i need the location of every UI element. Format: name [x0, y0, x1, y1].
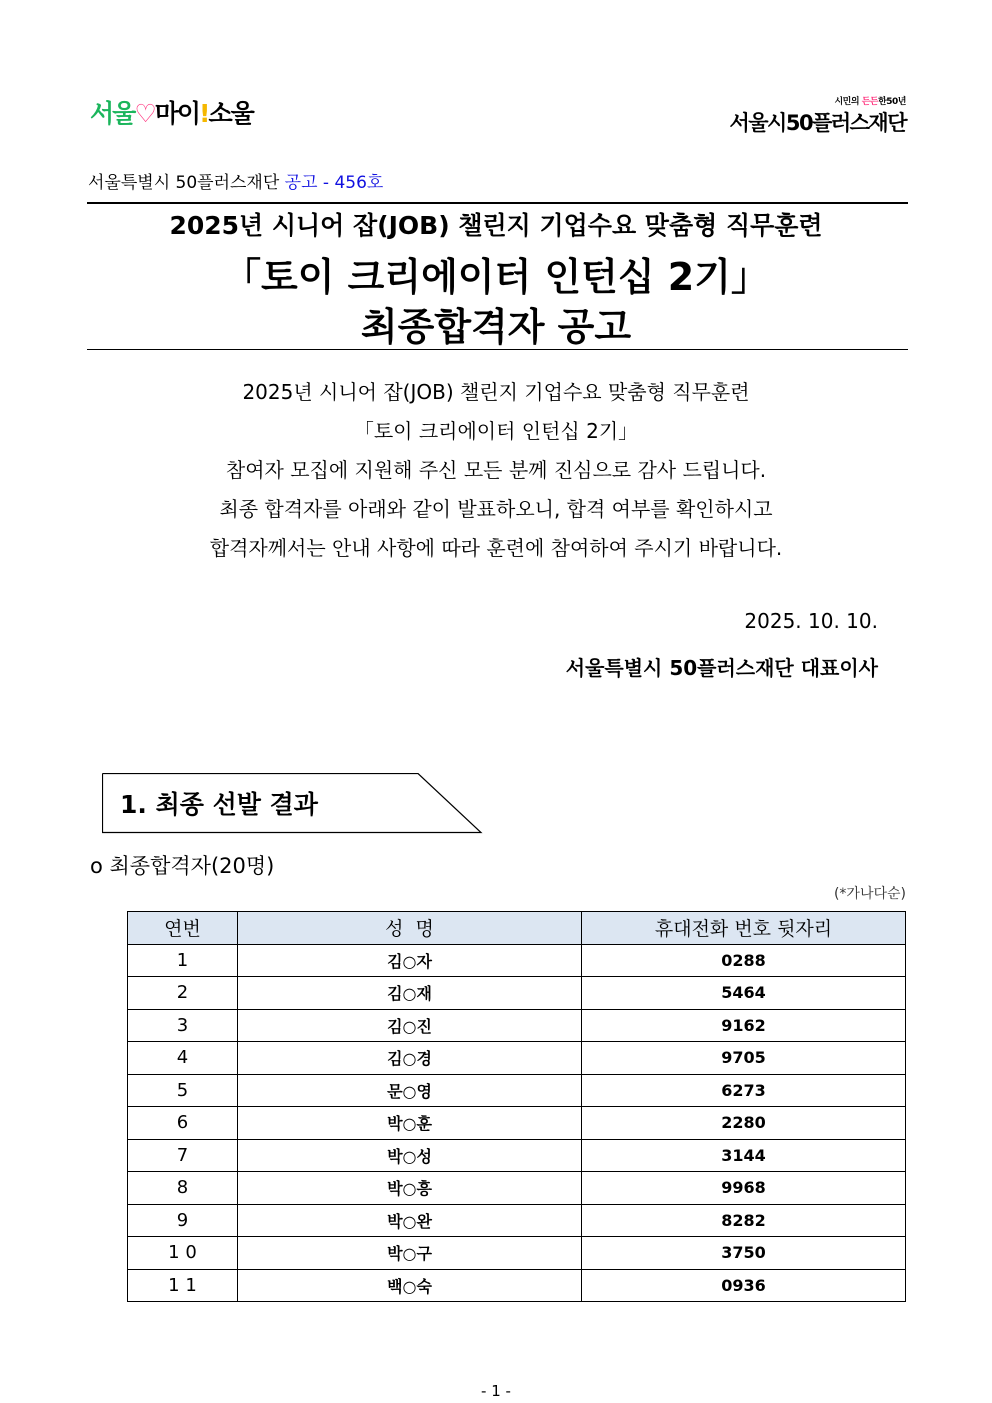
row-name: 박○구 — [238, 1237, 582, 1270]
row-number: 2 — [128, 977, 238, 1010]
row-phone: 0288 — [582, 944, 906, 977]
table-row — [128, 1009, 906, 1042]
row-phone: 6273 — [582, 1074, 906, 1107]
signature: 서울특별시 50플러스재단 대표이사 — [565, 656, 878, 680]
title-line-1: 2025년 시니어 잡(JOB) 챌린지 기업수요 맞춤형 직무훈련 — [169, 211, 823, 240]
row-number: 1 — [128, 944, 238, 977]
logo-sub: 든든 — [861, 97, 879, 107]
table-row — [128, 1139, 906, 1172]
row-name: 박○훈 — [238, 1107, 582, 1140]
table-row — [128, 1204, 906, 1237]
row-number: 6 — [128, 1107, 238, 1140]
row-name: 백○숙 — [238, 1269, 582, 1302]
header-no: 연번 — [128, 912, 238, 945]
row-name: 김○자 — [238, 944, 582, 977]
announcement-body — [0, 373, 992, 568]
table-row — [128, 1269, 906, 1302]
row-number: 3 — [128, 1009, 238, 1042]
logo-part: 마이 — [154, 99, 200, 128]
seoul-my-soul-logo — [90, 94, 253, 130]
row-phone: 8282 — [582, 1204, 906, 1237]
row-number: 9 — [128, 1204, 238, 1237]
row-number: 1 1 — [128, 1269, 238, 1302]
body-line: 2025년 시니어 잡(JOB) 챌린지 기업수요 맞춤형 직무훈련 — [242, 380, 750, 404]
table-row — [128, 944, 906, 977]
row-phone: 9162 — [582, 1009, 906, 1042]
title-line-2: 「토이 크리에이터 인턴십 2기」 — [223, 255, 769, 299]
row-name: 김○경 — [238, 1042, 582, 1075]
row-phone: 3144 — [582, 1139, 906, 1172]
row-name: 박○성 — [238, 1139, 582, 1172]
foundation-logo — [729, 94, 906, 137]
row-number: 1 0 — [128, 1237, 238, 1270]
body-line: 「토이 크리에이터 인턴십 2기」 — [353, 419, 639, 443]
row-name: 김○진 — [238, 1009, 582, 1042]
row-number: 4 — [128, 1042, 238, 1075]
logo-main: 서울시50플러스재단 — [729, 111, 906, 135]
section-heading-box — [102, 773, 482, 833]
row-phone: 2280 — [582, 1107, 906, 1140]
table-header — [128, 912, 906, 945]
row-name: 문○영 — [238, 1074, 582, 1107]
table-row — [128, 1074, 906, 1107]
title-line-3: 최종합격자 공고 — [360, 305, 632, 349]
row-number: 7 — [128, 1139, 238, 1172]
table-row — [128, 977, 906, 1010]
body-line: 참여자 모집에 지원해 주신 모든 분께 진심으로 감사 드립니다. — [225, 458, 767, 482]
row-phone: 0936 — [582, 1269, 906, 1302]
row-name: 박○흥 — [238, 1172, 582, 1205]
logo-part: 소울 — [208, 99, 253, 128]
divider — [87, 202, 908, 204]
row-name: 김○재 — [238, 977, 582, 1010]
heart-icon: ♡ — [134, 99, 155, 128]
row-number: 5 — [128, 1074, 238, 1107]
order-note: (*가나다순) — [833, 886, 906, 902]
row-phone: 3750 — [582, 1237, 906, 1270]
body-line: 최종 합격자를 아래와 같이 발표하오니, 합격 여부를 확인하시고 — [219, 497, 773, 521]
doc-label: 공고 - 456호 — [284, 173, 384, 193]
document-number — [88, 168, 383, 193]
body-line: 합격자께서는 안내 사항에 따라 훈련에 참여하여 주시기 바랍니다. — [209, 536, 783, 560]
row-phone: 9705 — [582, 1042, 906, 1075]
section-title: 1. 최종 선발 결과 — [120, 790, 318, 819]
row-phone: 9968 — [582, 1172, 906, 1205]
row-phone: 5464 — [582, 977, 906, 1010]
divider — [87, 349, 908, 350]
bullet-heading: o 최종합격자(20명) — [90, 854, 275, 878]
date: 2025. 10. 10. — [744, 609, 878, 633]
table-row — [128, 1042, 906, 1075]
results-table — [127, 911, 906, 1302]
logo-part: 서울 — [90, 99, 135, 128]
logo-sub: 한50년 — [878, 97, 906, 107]
header-name: 성 명 — [238, 912, 582, 945]
table-row — [128, 1237, 906, 1270]
logo-part: ! — [199, 99, 209, 128]
row-number: 8 — [128, 1172, 238, 1205]
page-number: - 1 - — [481, 1382, 511, 1400]
table-row — [128, 1172, 906, 1205]
table-row — [128, 1107, 906, 1140]
doc-org: 서울특별시 50플러스재단 — [88, 173, 285, 193]
header-phone: 휴대전화 번호 뒷자리 — [582, 912, 906, 945]
row-name: 박○완 — [238, 1204, 582, 1237]
logo-sub: 시민의 — [834, 97, 862, 107]
